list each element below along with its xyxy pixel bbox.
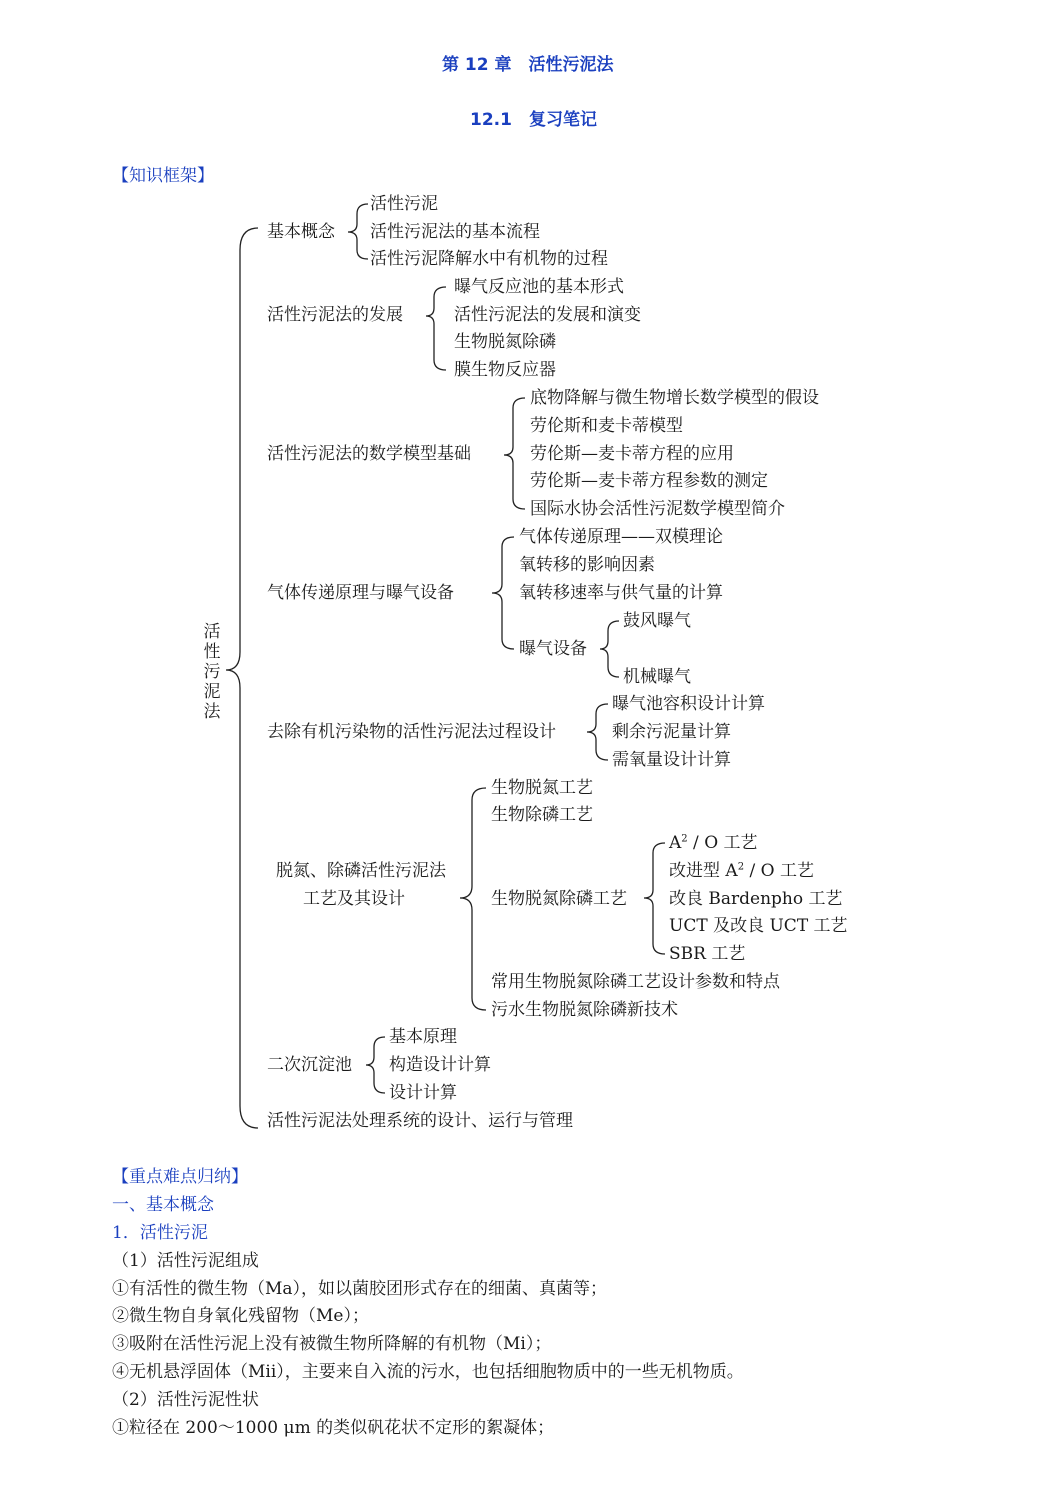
leaf-item: 活性污泥法的发展和演变 [454,305,641,325]
paragraph-line: ①粒径在 200～1000 μm 的类似矾花状不定形的絮凝体； [112,1418,555,1438]
node-nutrient-removal-line2: 工艺及其设计 [303,889,405,909]
leaf-item: 曝气池容积设计计算 [612,694,765,714]
leaf-item: 生物脱氮除磷 [454,332,556,352]
section-heading: 一、基本概念 [112,1195,214,1215]
leaf-item: 需氧量设计计算 [612,750,731,770]
leaf-item: 国际水协会活性污泥数学模型简介 [530,499,785,519]
leaf-item: 氧转移速率与供气量的计算 [519,583,723,603]
node-gas-transfer: 气体传递原理与曝气设备 [267,583,454,603]
leaf-item-modified-a2o: 改进型 $A^2$ / O 工艺 [669,861,814,881]
paragraph-heading: （2）活性污泥性状 [112,1390,259,1410]
node-system-management: 活性污泥法处理系统的设计、运行与管理 [267,1111,573,1131]
leaf-item: 生物脱氮工艺 [491,778,593,798]
node-process-design: 去除有机污染物的活性污泥法过程设计 [267,722,556,742]
node-basic-concepts: 基本概念 [267,222,335,242]
leaf-item: 生物除磷工艺 [491,805,593,825]
framework-heading: 【知识框架】 [112,166,214,186]
leaf-item: 劳伦斯和麦卡蒂模型 [530,416,683,436]
leaf-item: 剩余污泥量计算 [612,722,731,742]
leaf-item: 污水生物脱氮除磷新技术 [491,1000,678,1020]
leaf-item: 氧转移的影响因素 [519,555,655,575]
leaf-item: 基本原理 [389,1027,457,1047]
chapter-title: 第 12 章 活性污泥法 [442,55,614,75]
paragraph-line: ④无机悬浮固体（Mii），主要来自入流的污水，也包括细胞物质中的一些无机物质。 [112,1362,744,1382]
leaf-item: UCT 及改良 UCT 工艺 [669,916,848,936]
leaf-item: 劳伦斯—麦卡蒂方程参数的测定 [530,471,768,491]
leaf-item: 膜生物反应器 [454,360,556,380]
leaf-item: 机械曝气 [623,667,691,687]
node-nutrient-removal: 脱氮、除磷活性污泥法 [276,861,446,881]
node-aeration-equipment: 曝气设备 [519,639,587,659]
leaf-item: 活性污泥降解水中有机物的过程 [370,249,608,269]
leaf-item: 底物降解与微生物增长数学模型的假设 [530,388,819,408]
node-secondary-clarifier: 二次沉淀池 [267,1055,352,1075]
leaf-item: 鼓风曝气 [623,611,691,631]
leaf-item: 劳伦斯—麦卡蒂方程的应用 [530,444,734,464]
section-title: 12.1 复习笔记 [470,110,597,130]
node-bnr-process: 生物脱氮除磷工艺 [491,889,627,909]
node-math-model: 活性污泥法的数学模型基础 [267,444,471,464]
leaf-item: 常用生物脱氮除磷工艺设计参数和特点 [491,972,780,992]
leaf-item-a2o: $A^2$ / O 工艺 [669,833,758,853]
leaf-item: 改良 Bardenpho 工艺 [669,889,843,909]
leaf-item: 构造设计计算 [389,1055,491,1075]
subsection-heading: 1．活性污泥 [112,1223,208,1243]
paragraph-line: ③吸附在活性污泥上没有被微生物所降解的有机物（Mi）； [112,1334,552,1354]
leaf-item: 活性污泥 [370,194,438,214]
tree-root-label: 活性污泥法 [203,622,221,722]
leaf-item: 气体传递原理——双模理论 [519,527,723,547]
leaf-item: 曝气反应池的基本形式 [454,277,624,297]
paragraph-line: ②微生物自身氧化残留物（Me）； [112,1306,369,1326]
paragraph-heading: （1）活性污泥组成 [112,1251,259,1271]
key-points-heading: 【重点难点归纳】 [112,1167,248,1187]
node-development: 活性污泥法的发展 [267,305,403,325]
leaf-item: 活性污泥法的基本流程 [370,222,540,242]
leaf-item: 设计计算 [389,1083,457,1103]
leaf-item: SBR 工艺 [669,944,746,964]
paragraph-line: ①有活性的微生物（Ma），如以菌胶团形式存在的细菌、真菌等； [112,1279,608,1299]
